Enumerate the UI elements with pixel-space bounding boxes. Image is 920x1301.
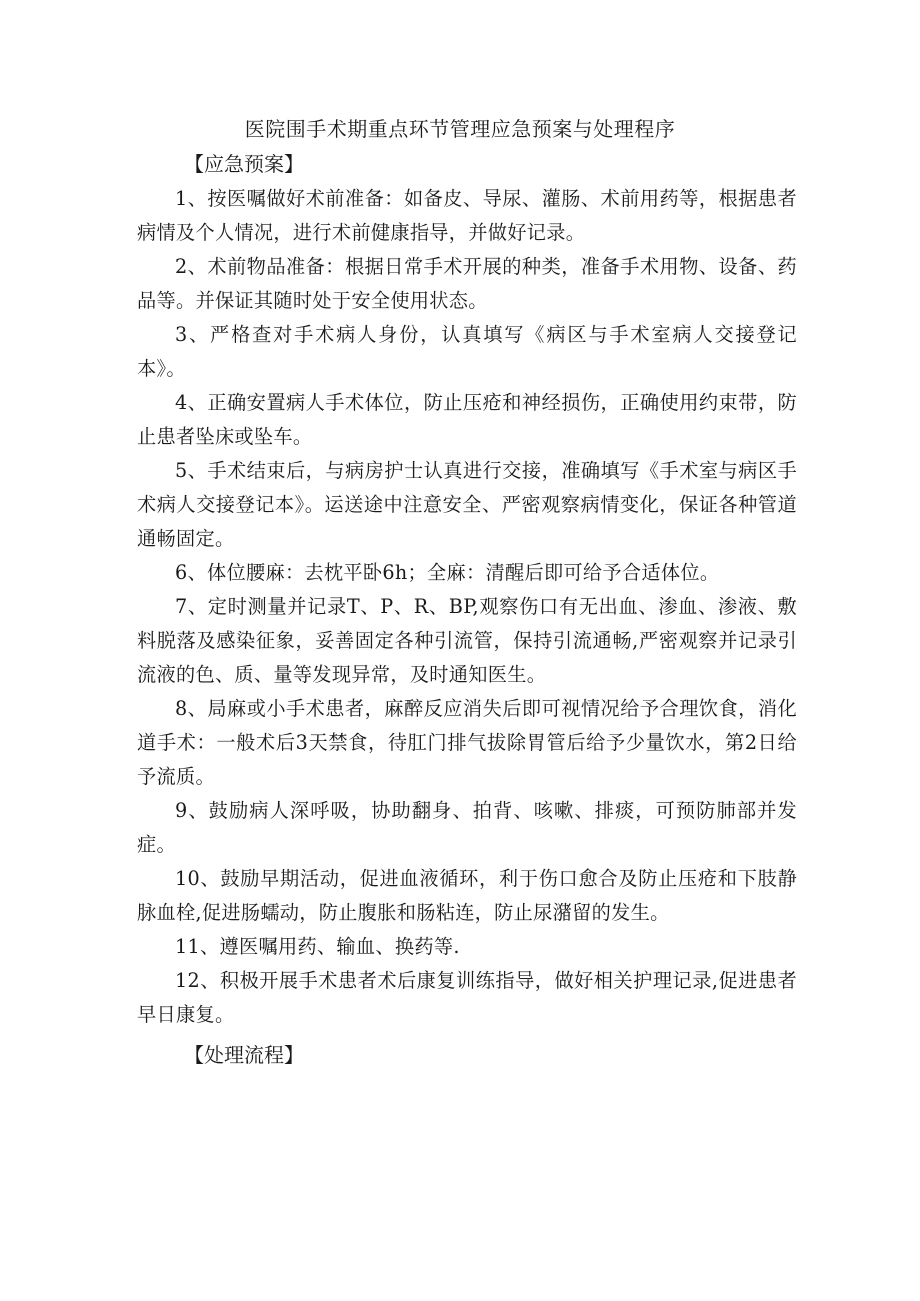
document-title: 医院围手术期重点环节管理应急预案与处理程序 bbox=[244, 117, 676, 141]
list-item: 6、体位腰麻：去枕平卧6h；全麻：清醒后即可给予合适体位。 bbox=[175, 561, 720, 584]
list-item: 10、鼓励早期活动，促进血液循环，利于伤口愈合及防止压疮和下肢静脉血栓,促进肠蠕动，防止腹胀和肠粘连，防止尿潴留的发生。 bbox=[137, 867, 797, 924]
emergency-plan-list bbox=[137, 182, 797, 1032]
emergency-plan-heading: 【应急预案】 bbox=[184, 152, 304, 176]
list-item: 7、定时测量并记录T、P、R、BP,观察伤口有无出血、渗血、渗液、敷料脱落及感染征象，妥善固定各种引流管，保持引流通畅,严密观察并记录引流液的色、质、量等发现异常，及时通知医生。 bbox=[137, 595, 797, 686]
list-item: 3、严格查对手术病人身份，认真填写《病区与手术室病人交接登记本》。 bbox=[137, 323, 797, 380]
list-item: 5、手术结束后，与病房护士认真进行交接，准确填写《手术室与病区手术病人交接登记本》。运送途中注意安全、严密观察病情变化，保证各种管道通畅固定。 bbox=[137, 459, 797, 550]
list-item: 1、按医嘱做好术前准备：如备皮、导尿、灌肠、术前用药等，根据患者病情及个人情况，进行术前健康指导，并做好记录。 bbox=[137, 187, 797, 244]
list-item: 4、正确安置病人手术体位，防止压疮和神经损伤，正确使用约束带，防止患者坠床或坠车。 bbox=[137, 391, 797, 448]
list-item: 9、鼓励病人深呼吸，协助翻身、拍背、咳嗽、排痰，可预防肺部并发症。 bbox=[137, 799, 797, 856]
list-item: 8、局麻或小手术患者，麻醉反应消失后即可视情况给予合理饮食，消化道手术：一般术后3天禁食，待肛门排气拔除胃管后给予少量饮水，第2日给予流质。 bbox=[137, 697, 797, 788]
process-flow-heading: 【处理流程】 bbox=[184, 1043, 304, 1067]
list-item: 12、积极开展手术患者术后康复训练指导，做好相关护理记录,促进患者早日康复。 bbox=[137, 969, 797, 1026]
list-item: 11、遵医嘱用药、输血、换药等. bbox=[175, 935, 460, 958]
list-item: 2、术前物品准备：根据日常手术开展的种类，准备手术用物、设备、药品等。并保证其随时处于安全使用状态。 bbox=[137, 255, 797, 312]
